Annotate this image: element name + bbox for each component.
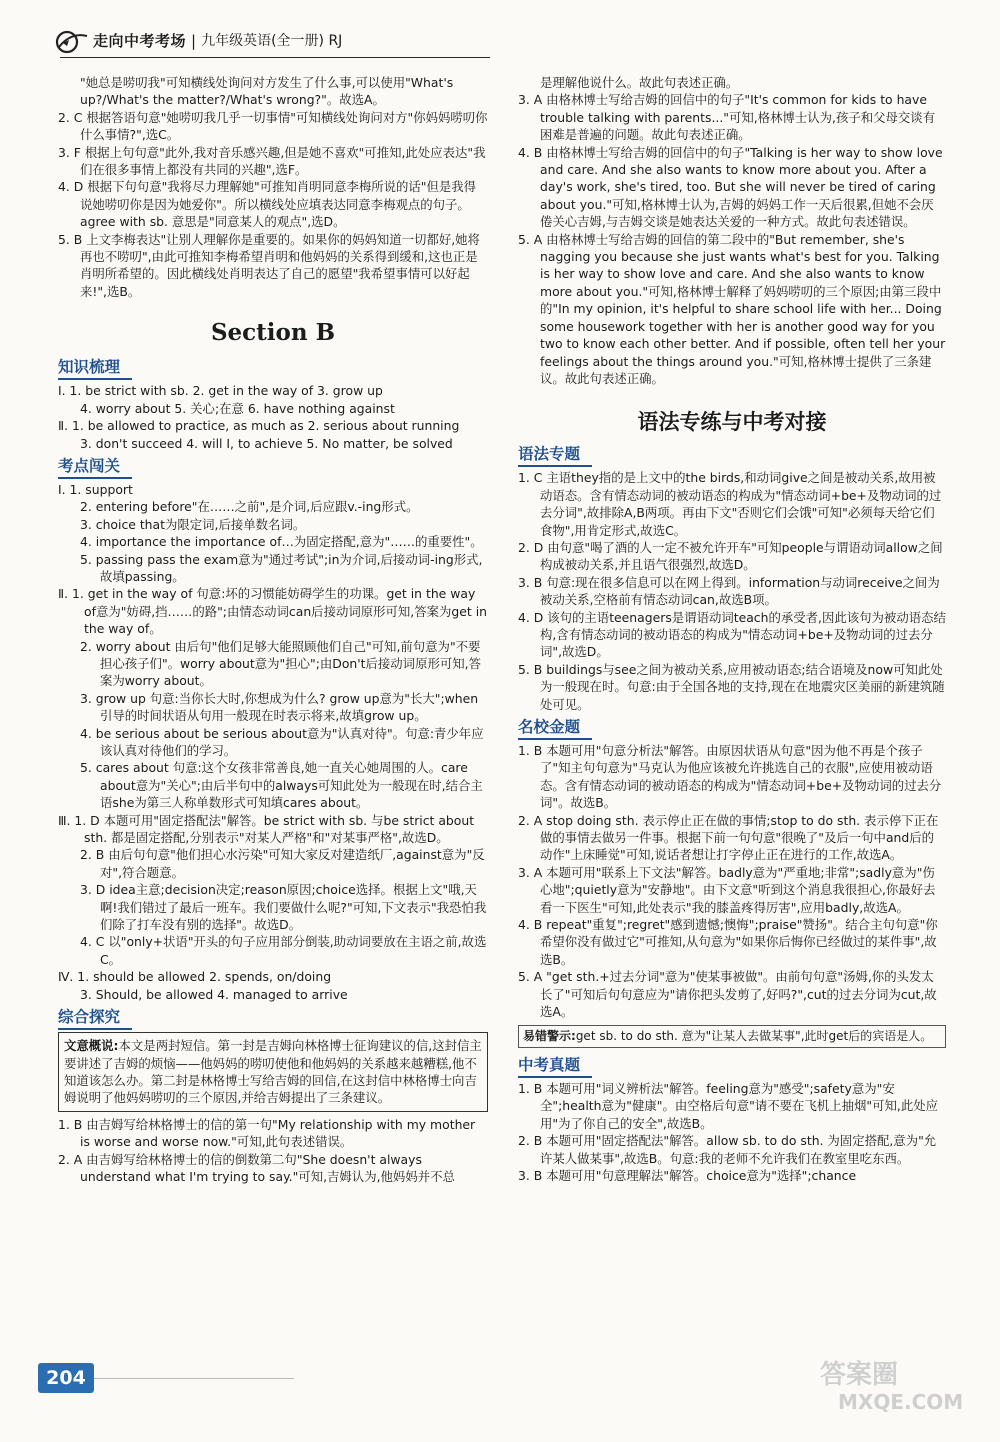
grammar-item: 5. B buildings与see之间为被动关系,应用被动语态;结合语境及now可知此处为一般现在时。句意:由于全国各地的支持,现在在地震灾区美丽的新建筑随处可见。 [518, 661, 945, 712]
checkpoint-item: Ⅰ. 1. support [58, 481, 133, 497]
watermark-logo: 答案圈 [820, 1360, 899, 1390]
footer-rule [94, 1378, 294, 1379]
checkpoint-item: 4. importance the importance of…为固定搭配,意为"……的重要性"。 [80, 534, 483, 550]
left-column [58, 74, 488, 1185]
knowledge-line: Ⅰ. 1. be strict with sb. 2. get in the way of 3. grow up [58, 383, 383, 399]
grammar-item: 1. C 主语they指的是上文中的the birds,和动词give之间是被动关系,故用被动语态。含有情态动词的被动语态的构成为"情态动词+be+及物动词的过去分词",故排除A,B两项。再由下文"否则它们会饿"可知"必须每天给它们食物",用肯定形式,故选C。 [518, 470, 942, 538]
continued-answer: "她总是唠叨我"可知横线处询问对方发生了什么事,可以使用"What's up?/What's the matter?/What's wrong?"。故选A。 [80, 75, 454, 108]
checkpoint-item: Ⅲ. 1. D 本题可用"固定搭配法"解答。be strict with sb. 与be strict about sth. 都是固定搭配,分别表示"对某人严格"和"对某事严格",故选D。 [58, 812, 475, 846]
brand-title: 走向中考考场 [93, 32, 187, 51]
exam-item: 3. B 本题可用"句意理解法"解答。choice意为"选择";chance [518, 1167, 857, 1183]
checkpoint-item: 3. choice that为限定词,后接单数名词。 [80, 516, 306, 532]
page-header [55, 30, 475, 54]
knowledge-line: 4. worry about 5. 关心;在意 6. have nothing against [80, 400, 395, 416]
checkpoint-item: Ⅳ. 1. should be allowed 2. spends, on/doing [58, 969, 332, 985]
famous-school-item: 4. B repeat"重复";regret"感到遗憾;懊悔";praise"赞扬"。结合主句句意"你希望你没有做过它"可推知,从句意为"如果你后悔你已经做过的某件事",故选B。 [518, 917, 938, 967]
exam-item: 2. B 本题可用"固定搭配法"解答。allow sb. to do sth. 为固定搭配,意为"允许某人做某事",故选B。句意:我的老师不允许我们在教室里吃东西。 [518, 1133, 937, 1166]
book-title: 九年级英语(全一册) RJ [201, 33, 343, 50]
heading-knowledge: 知识梳理 [58, 356, 488, 380]
right-column [518, 74, 946, 1184]
error-tip-tag: 易错警示: [523, 1028, 576, 1043]
comprehension-item: 1. B 由吉姆写给林格博士的信的第一句"My relationship with my mother is worse and worse now."可知,此句表述错误。 [58, 1116, 476, 1150]
comprehension-item: 5. A 由格林博士写给吉姆的回信的第二段中的"But remember, she's nagging you because she just wants what's best for you. Talking is her way to show love and care. And she also wants to know more about you."可知,格林博士解释了妈妈唠叨的三个原因;由第三段中的"In my opinion, it's helpful to share school life with her... Doing some housework together with her is another good way for you two to know each other better. And if possible, often tell her your feelings about the things around you."可知,格林博士提供了三条建议。故此句表述正确。 [518, 231, 946, 386]
famous-school-item: 2. A stop doing sth. 表示停止正在做的事情;stop to do sth. 表示停下正在做的事情去做另一件事。根据下前一句句意"很晚了"及后一句中and后的动作"上床睡觉"可知,说话者想让打字停止正在进行的工作,故选A。 [518, 812, 939, 863]
heading-checkpoints: 考点闯关 [58, 455, 488, 479]
answer-item: 5. B 上文李梅表达"让别人理解你是重要的。如果你的妈妈知道一切都好,她将再也不唠叨",由此可推知李梅希望肖明和他妈妈的关系得到缓和,这也正是肖明所希望的。因此横线处肖明表达了自己的愿望"我希望事情可以好起来!",选B。 [58, 231, 480, 299]
checkpoint-item: 4. C 以"only+状语"开头的句子应用部分倒装,助动词要放在主语之前,故选C。 [80, 934, 487, 967]
knowledge-line: 3. don't succeed 4. will I, to achieve 5. No matter, be solved [80, 435, 453, 451]
checkpoint-item: 4. be serious about be serious about意为"认真对待"。句意:青少年应该认真对待他们的学习。 [80, 725, 484, 758]
famous-school-item: 3. A 本题可用"联系上下文法"解答。badly意为"严重地;非常";sadly意为"伤心地";quietly意为"安静地"。由下文意"听到这个消息我很担心,你最好去看一下医生"可知,此处表示"我的膝盖疼得厉害",应用badly,故选A。 [518, 864, 936, 915]
grammar-section-title: 语法专练与中考对接 [637, 410, 827, 435]
comprehension-item: 3. A 由格林博士写给吉姆的回信中的句子"It's common for kids to have trouble talking with parents..."可知,格林博士认为,孩子和父母交谈有困难是普遍的问题。故此句表述正确。 [518, 92, 936, 143]
summary-box [58, 1032, 488, 1112]
error-tip-box [518, 1025, 946, 1048]
answer-item: 2. C 根据答语句意"她唠叨我几乎一切事情"可知横线处询问对方"你妈妈唠叨你什么事情?",选C。 [58, 109, 488, 143]
section-title: Section B [210, 319, 336, 347]
checkpoint-item: 3. D idea主意;decision决定;reason原因;choice选择。根据上文"哦,天啊!我们错过了最后一班车。我们要做什么呢?"可知,下文表示"我恐怕我们除了打车没有别的选择"。故选D。 [80, 882, 487, 933]
checkpoint-item: 2. entering before"在……之前",是介词,后应跟v.-ing形式。 [80, 499, 419, 515]
summary-text: 本文是两封短信。第一封是吉姆向林格博士征询建议的信,这封信主要讲述了吉姆的烦恼——他妈妈的唠叨使他和他妈妈的关系越来越糟糕,他不知道该怎么办。第二封是林格博士写给吉姆的回信,在这封信中林格博士向吉姆说明了他妈妈唠叨的三个原因,并给吉姆提出了三条建议。 [64, 1038, 482, 1106]
heading-grammar: 语法专题 [518, 443, 946, 467]
famous-school-item: 5. A "get sth.+过去分词"意为"使某事被做"。由前句句意"汤姆,你的头发太长了"可知后句句意应为"请你把头发剪了,好吗?",cut的过去分词为cut,故选A。 [518, 969, 937, 1020]
grammar-item: 3. B 句意:现在很多信息可以在网上得到。information与动词receive之间为被动关系,空格前有情态动词can,故选B项。 [518, 574, 940, 608]
heading-comprehensive: 综合探究 [58, 1006, 488, 1030]
exam-item: 1. B 本题可用"词义辨析法"解答。feeling意为"感受";safety意为"安全";health意为"健康"。由空格后句意"请不要在飞机上抽烟"可知,此处应用"为了你自己的安全",故选B。 [518, 1080, 938, 1131]
checkpoint-item: Ⅱ. 1. get in the way of 句意:坏的习惯能妨碍学生的功课。get in the way of意为"妨碍,挡……的路";由情态动词can后接动词原形可知,答案为get in the way of。 [58, 586, 487, 637]
continued-answer: 是理解他说什么。故此句表述正确。 [540, 75, 739, 90]
header-separator: | [191, 32, 197, 51]
grammar-item: 4. D 该句的主语teenagers是谓语动词teach的承受者,因此该句为被动语态结构,含有情态动词的被动语态的构成为"情态动词+be+及物动词的过去分词",故选D。 [518, 609, 946, 660]
page-number: 204 [38, 1363, 94, 1393]
error-tip-text: get sb. to do sth. 意为"让某人去做某事",此时get后的宾语是人。 [575, 1028, 933, 1043]
watermark-url: MXQE.COM [838, 1390, 964, 1414]
book-logo-icon [55, 30, 89, 54]
checkpoint-item: 2. B 由后句句意"他们担心水污染"可知大家反对建造纸厂,against意为"反对",符合题意。 [80, 847, 485, 880]
answer-item: 3. F 根据上句句意"此外,我对音乐感兴趣,但是她不喜欢"可推知,此处应表达"我们在很多事情上都没有共同的兴趣",选F。 [58, 144, 486, 178]
checkpoint-item: 5. passing pass the exam意为"通过考试";in为介词,后接动词-ing形式,故填passing。 [80, 551, 483, 584]
comprehension-item: 4. B 由格林博士写给吉姆的回信中的句子"Talking is her way to show love and care. And she also wants to know more about you. After a day's work, she's tired, too. But she will never be tired of caring about you."可知,格林博士认为,吉姆的妈妈工作一天后很累,但她不会厌倦关心吉姆,与吉姆交谈是她表达关爱的一种方式。故此句表述错误。 [518, 144, 943, 230]
heading-famous-school: 名校金题 [518, 716, 946, 740]
heading-exam: 中考真题 [518, 1054, 946, 1078]
grammar-item: 2. D 由句意"喝了酒的人一定不被允许开车"可知people与谓语动词allow之间构成被动关系,并且语气很强烈,故选D。 [518, 539, 943, 573]
famous-school-item: 1. B 本题可用"句意分析法"解答。由原因状语从句意"因为他不再是个孩子了"知主句句意为"马克认为他应该被允许挑选自己的衣服",应使用被动语态。含有情态动词的被动语态的构成为"情态动词+be+及物动词的过去分词"。故选B。 [518, 743, 942, 811]
checkpoint-item: 2. worry about 由后句"他们足够大能照顾他们自己"可知,前句意为"不要担心孩子们"。worry about意为"担心";由Don't后接动词原形可知,答案为worry about。 [80, 638, 481, 689]
comprehension-item: 2. A 由吉姆写给林格博士的信的倒数第二句"She doesn't always understand what I'm trying to say."可知,吉姆认为,他妈妈并不总 [58, 1151, 455, 1184]
header-rule [60, 57, 490, 58]
checkpoint-item: 3. grow up 句意:当你长大时,你想成为什么? grow up意为"长大";when引导的时间状语从句用一般现在时表示将来,故填grow up。 [80, 690, 479, 724]
checkpoint-item: 5. cares about 句意:这个女孩非常善良,她一直关心她周围的人。care about意为"关心";由后半句中的always可知此处为一般现在时,结合主语she为第三人称单数形式可知填cares about。 [80, 760, 483, 811]
summary-tag: 文意概说: [64, 1038, 119, 1054]
checkpoint-item: 3. Should, be allowed 4. managed to arrive [80, 986, 348, 1002]
answer-item: 4. D 根据下句句意"我将尽力理解她"可推知肖明同意李梅所说的话"但是我得说她唠叨你是因为她爱你"。所以横线处应填表达同意李梅观点的句子。agree with sb. 意思是"同意某人的观点",选D。 [58, 179, 477, 230]
knowledge-line: Ⅱ. 1. be allowed to practice, as much as 2. serious about running [58, 418, 460, 434]
